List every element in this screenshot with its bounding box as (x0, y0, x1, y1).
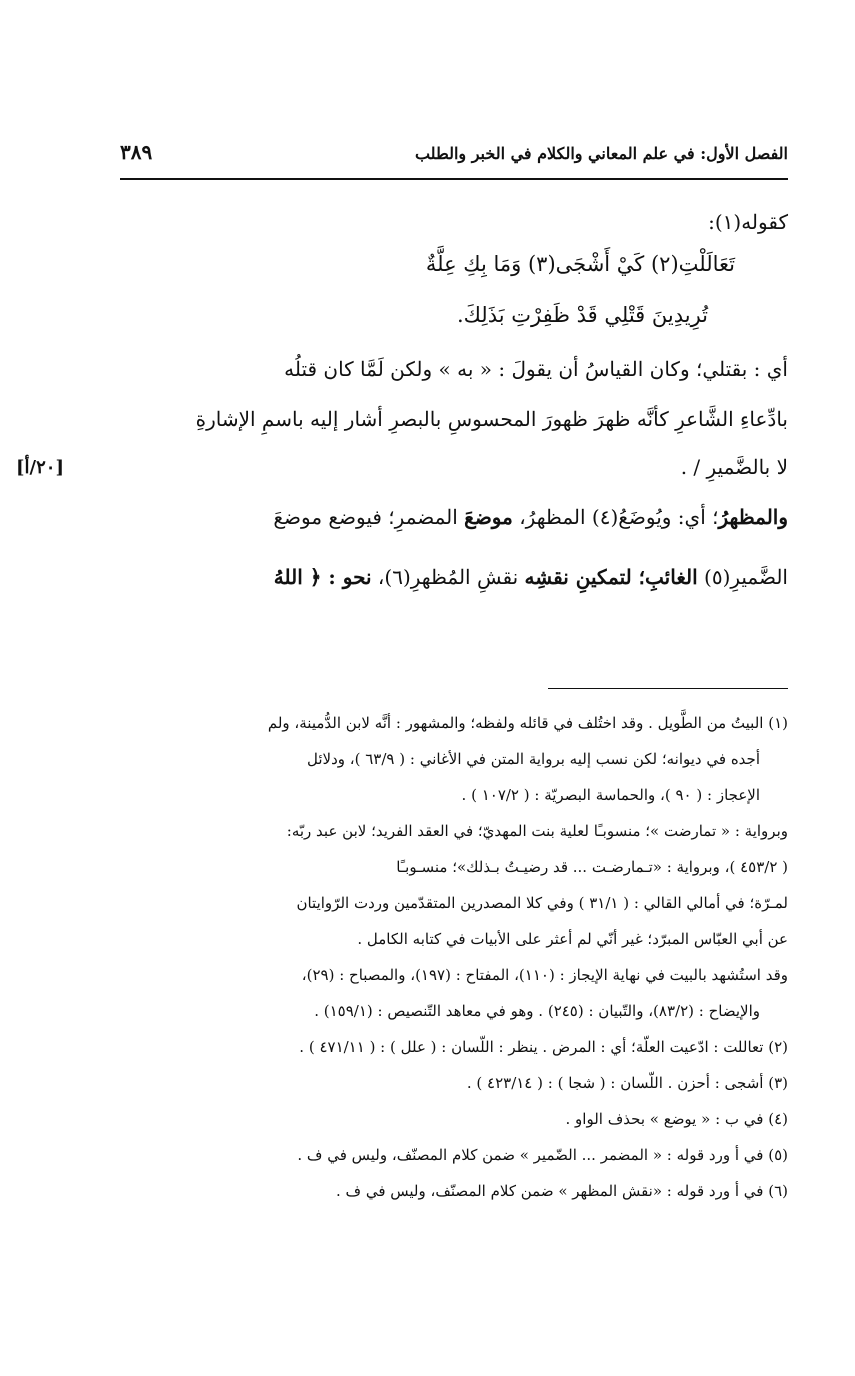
text-run: نقشِ المُظهرِ(٦)، (371, 565, 525, 589)
quran-quote-start: نحو : ﴿ اللهُ (273, 565, 372, 589)
paragraph-2-line-2 (274, 565, 788, 589)
footnote-line: (٦) في أ ورد قوله : «نقش المظهر » ضمن كلام المصنّف، وليس في ف . (335, 1182, 788, 1200)
footnote-line: (٤) في ب : « يوضع » بحذف الواو . (565, 1110, 788, 1128)
footnote-line: عن أبي العبّاس المبرّد؛ غير أنّي لم أعثر على الأبيات في كتابه الكامل . (357, 930, 788, 948)
footnote-line: (٣) أشجى : أحزن . اللّسان : ( شجا ) : ( ٤٢٣/١٤ ) . (466, 1074, 788, 1092)
footnote-line: (٢) تعاللت : ادّعيت العلّة؛ أي : المرض . ينظر : اللّسان : ( علل ) : ( ٤٧١/١١ ) . (299, 1038, 788, 1056)
footnote-line: ( ٤٥٣/٢ )، وبرواية : «تـمارضـت ... قد رضيـتُ بـذلك»؛ منسـوبـًا (396, 858, 788, 876)
chapter-title: الفصل الأول: في علم المعاني والكلام في الخبر والطلب (414, 144, 788, 163)
manuscript-folio-marker: [٢٠/أ] (16, 457, 64, 478)
footnote-line: وقد استُشهد بالبيت في نهاية الإيجاز : (١١٠)، المفتاح : (١٩٧)، والمصباح : (٢٩)، (301, 966, 788, 984)
paragraph-1-line-1: أي : بقتلي؛ وكان القياسُ أن يقولَ : « به » ولكن لَمَّا كان قتلُه (284, 357, 788, 381)
verse-line-1: تَعَالَلْتِ(٢) كَيْ أَشْجَى(٣) وَمَا بِكِ عِلَّةٌ (425, 252, 735, 276)
footnote-line: الإعجاز : ( ٩٠ )، والحماسة البصريّة : ( ١٠٧/٢ ) . (461, 786, 760, 804)
text-run: الضَّميرِ(٥) (697, 565, 788, 589)
footnote-line: أجده في ديوانه؛ لكن نسب إليه برواية المتن في الأغاني : ( ٦٣/٩ )، ودلائل (307, 750, 760, 768)
footnote-line: لمـرّة؛ في أمالي القالي : ( ٣١/١ ) وفي كلا المصدرين المتقدّمين وردت الرّوايتان (296, 894, 788, 912)
footnote-line: وبرواية : « تمارضت »؛ منسوبـًا لعلية بنت المهديّ؛ في العقد الفريد؛ لابن عبد ربّه: (286, 822, 788, 840)
page-number: ٣٨٩ (120, 140, 153, 164)
footnote-line: والإيضاح : (٨٣/٢)، والتّبيان : (٢٤٥) . وهو في معاهد التّنصيص : (١٥٩/١) . (314, 1002, 760, 1020)
paragraph-1-line-3: لا بالضَّميرِ / . (680, 455, 788, 479)
term-ghaib: الغائبِ؛ لتمكينِ نقشِه (524, 565, 698, 589)
intro-line: كقوله(١): (708, 210, 788, 234)
header-divider (120, 178, 788, 180)
verse-line-2: تُرِيدِينَ قَتْلِي قَدْ ظَفِرْتِ بَذَلِكَ. (456, 303, 708, 327)
paragraph-1-line-2: بادِّعاءِ الشَّاعرِ كأنَّه ظهرَ ظهورَ المحسوسِ بالبصرِ أشار إليه باسمِ الإشارةِ (195, 407, 788, 431)
footnote-line: (١) البيتُ من الطَّويل . وقد اختُلف في قائله ولفظه؛ والمشهور : أنَّه لابن الدُّمينة، ولم (267, 714, 788, 732)
term-mazhar: والمظهرُ (718, 505, 788, 529)
footnote-divider (548, 688, 788, 689)
term-mawdi: موضعَ (464, 505, 513, 529)
footnote-line: (٥) في أ ورد قوله : « المضمر ... الضّمير » ضمن كلام المصنّف، وليس في ف . (297, 1146, 788, 1164)
text-run: المضمرِ؛ فيوضع موضعَ (273, 505, 465, 529)
paragraph-2-line-1 (273, 505, 788, 529)
text-run: ؛ أي: ويُوضَعُ(٤) المظهرُ، (512, 505, 719, 529)
running-header (120, 140, 788, 178)
